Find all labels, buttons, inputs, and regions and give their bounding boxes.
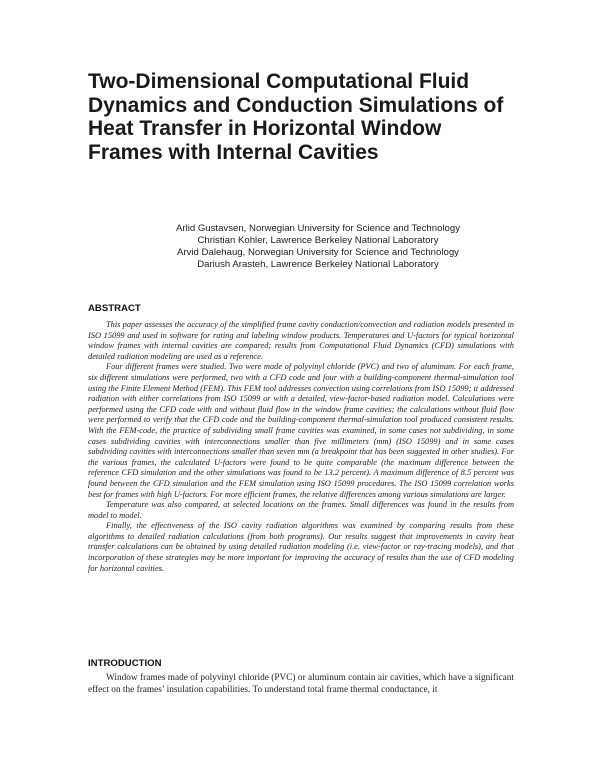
- introduction-paragraph: Window frames made of polyvinyl chloride (PVC) or aluminum contain air cavities, which have a significant effect on the frames’ insulation capabilities. To understand total frame thermal conductance, it: [88, 673, 514, 695]
- author-line: Dariush Arasteh, Lawrence Berkeley National Laboratory: [197, 259, 439, 270]
- abstract-paragraph: Temperature was also compared, at selected locations on the frames. Small differences was found in the results from model to model.: [88, 500, 514, 520]
- abstract-body: [88, 320, 514, 574]
- abstract-paragraph: Finally, the effectiveness of the ISO cavity radiation algorithms was examined by comparing results from these algorithms to detailed radiation calculations (from both programs). Our results suggest that improvements in cavity heat transfer calculations can be obtained by using detailed radiation modeling (i.e. view-factor or ray-tracing models), and that incorporation of these strategies may be more important for improving the accuracy of results than the use of CFD modeling for horizontal cavities.: [88, 521, 514, 573]
- author-line: Arvid Dalehaug, Norwegian University for Science and Technology: [177, 247, 459, 258]
- abstract-heading: ABSTRACT: [88, 303, 141, 314]
- author-line: Arlid Gustavsen, Norwegian University for Science and Technology: [175, 223, 461, 234]
- introduction-heading: INTRODUCTION: [88, 658, 162, 669]
- paper-title: Two-Dimensional Computational Fluid Dynamics and Conduction Simulations of Heat Transfer in Horizontal Window Frames with Internal Cavities: [88, 70, 504, 164]
- author-line: Christian Kohler, Lawrence Berkeley National Laboratory: [197, 235, 439, 246]
- author-list: [88, 223, 508, 271]
- introduction-body: [88, 672, 514, 696]
- abstract-paragraph: This paper assesses the accuracy of the simplified frame cavity conduction/convection and radiation models presented in ISO 15099 and used in software for rating and labeling window products. Temperatures and U-factors for typical horizontal window frames with internal cavities are compared; results from Computational Fluid Dynamics (CFD) simulations with detailed radiation modeling are used as a reference.: [88, 320, 514, 361]
- abstract-paragraph: Four different frames were studied. Two were made of polyvinyl chloride (PVC) and two of aluminum. For each frame, six different simulations were performed, two with a CFD code and four with a building-component thermal-simulation tool using the Finite Element Method (FEM). This FEM tool addresses convection using correlations from ISO 15099; it addressed radiation with either correlations from ISO 15099 or with a detailed, view-factor-based radiation model. Calculations were performed using the CFD code with and without fluid flow in the window frame cavities; the calculations without fluid flow were performed to verify that the CFD code and the building-component thermal-simulation tool produced consistent results. With the FEM-code, the practice of subdividing small frame cavities was examined, in some cases not subdividing, in some cases subdividing cavities with interconnections smaller than five millimeters (mm) (ISO 15099) and in some cases subdividing cavities with interconnections smaller than seven mm (a breakpoint that has been suggested in other studies). For the various frames, the calculated U-factors were found to be quite comparable (the maximum difference between the reference CFD simulation and the other simulations was found to be 13.2 percent). A maximum difference of 8.5 percent was found between the CFD simulation and the FEM simulation using ISO 15099 procedures. The ISO 15099 correlation works best for frames with high U-factors. For more efficient frames, the relative differences among various simulations are larger.: [88, 362, 514, 499]
